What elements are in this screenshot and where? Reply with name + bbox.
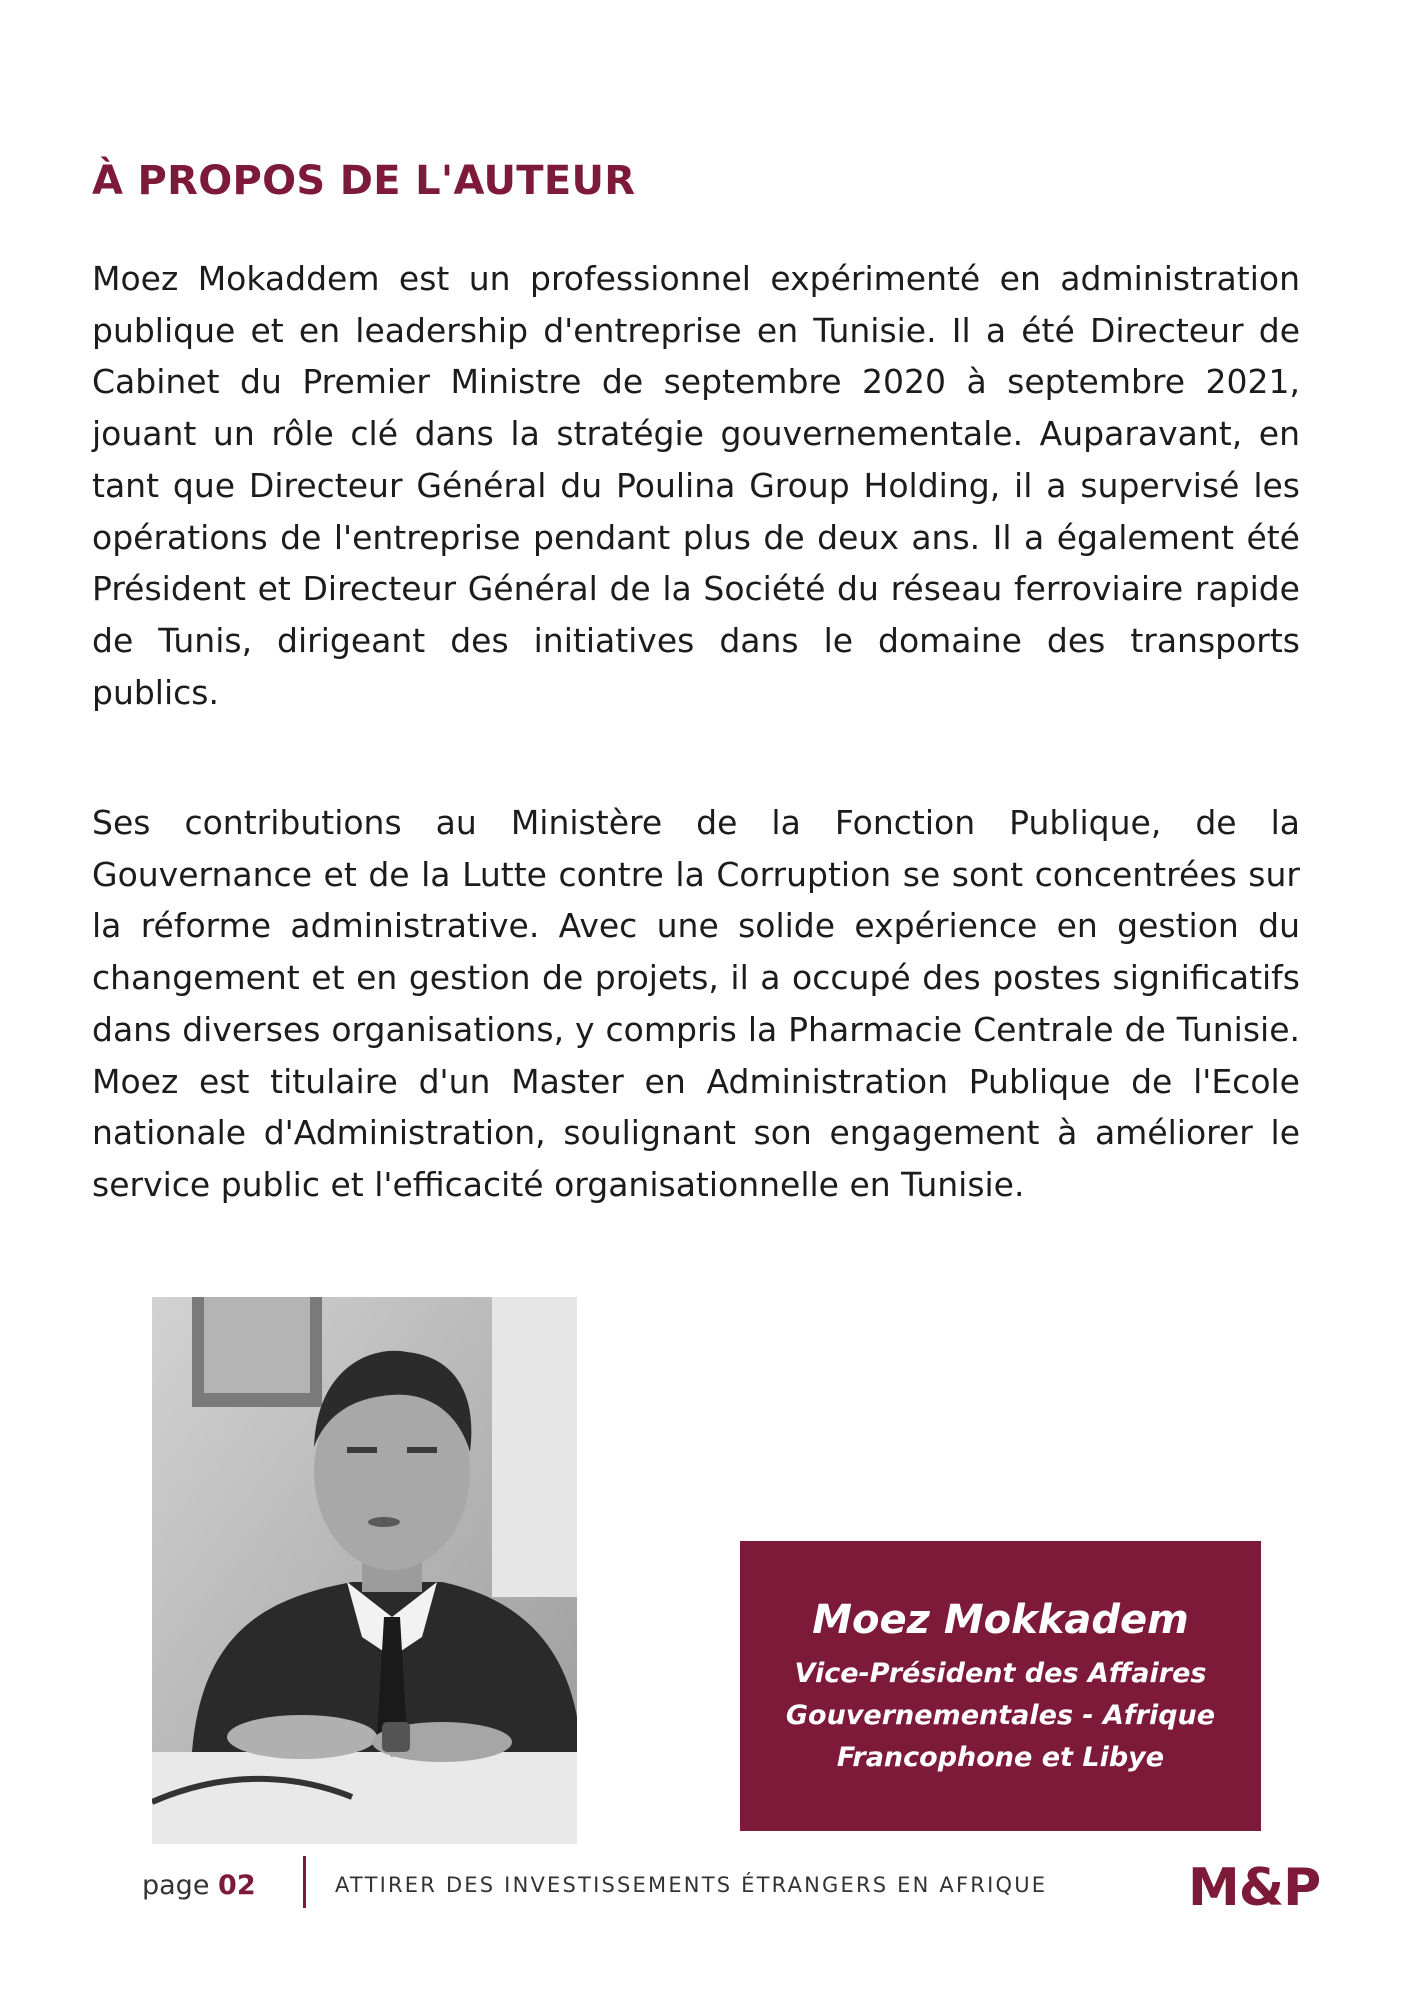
footer-page-indicator — [142, 1870, 256, 1901]
footer-page-label: page — [142, 1870, 210, 1901]
page-heading: À PROPOS DE L'AUTEUR — [92, 158, 636, 204]
author-caption-box — [740, 1541, 1261, 1831]
author-photo — [152, 1297, 577, 1844]
footer-divider — [303, 1856, 306, 1908]
footer-document-title: ATTIRER DES INVESTISSEMENTS ÉTRANGERS EN AFRIQUE — [335, 1873, 1048, 1897]
footer-page-number: 02 — [218, 1870, 256, 1901]
author-role: Vice-Président des Affaires Gouvernementales - Afrique Francophone et Libye — [785, 1658, 1216, 1773]
paragraph-1: Moez Mokaddem est un professionnel expérimenté en administration publique et en leadership d'entreprise en Tunisie. Il a été Directeur de Cabinet du Premier Ministre de septembre 2020 à septembre 2021, jouant un rôle clé dans la stratégie gouvernementale. Auparavant, en tant que Directeur Général du Poulina Group Holding, il a supervisé les opérations de l'entreprise pendant plus de deux ans. Il a également été Président et Directeur Général de la Société du réseau ferroviaire rapide de Tunis, dirigeant des initiatives dans le domaine des transports publics. — [92, 259, 1300, 712]
company-logo: M&P — [1188, 1858, 1321, 1918]
paragraph-2: Ses contributions au Ministère de la Fonction Publique, de la Gouvernance et de la Lutte contre la Corruption se sont concentrées sur la réforme administrative. Avec une solide expérience en gestion du changement et en gestion de projets, il a occupé des postes significatifs dans diverses organisations, y compris la Pharmacie Centrale de Tunisie. Moez est titulaire d'un Master en Administration Publique de l'Ecole nationale d'Administration, soulignant son engagement à améliorer le service public et l'efficacité organisationnelle en Tunisie. — [92, 803, 1300, 1204]
author-name: Moez Mokkadem — [812, 1597, 1189, 1643]
